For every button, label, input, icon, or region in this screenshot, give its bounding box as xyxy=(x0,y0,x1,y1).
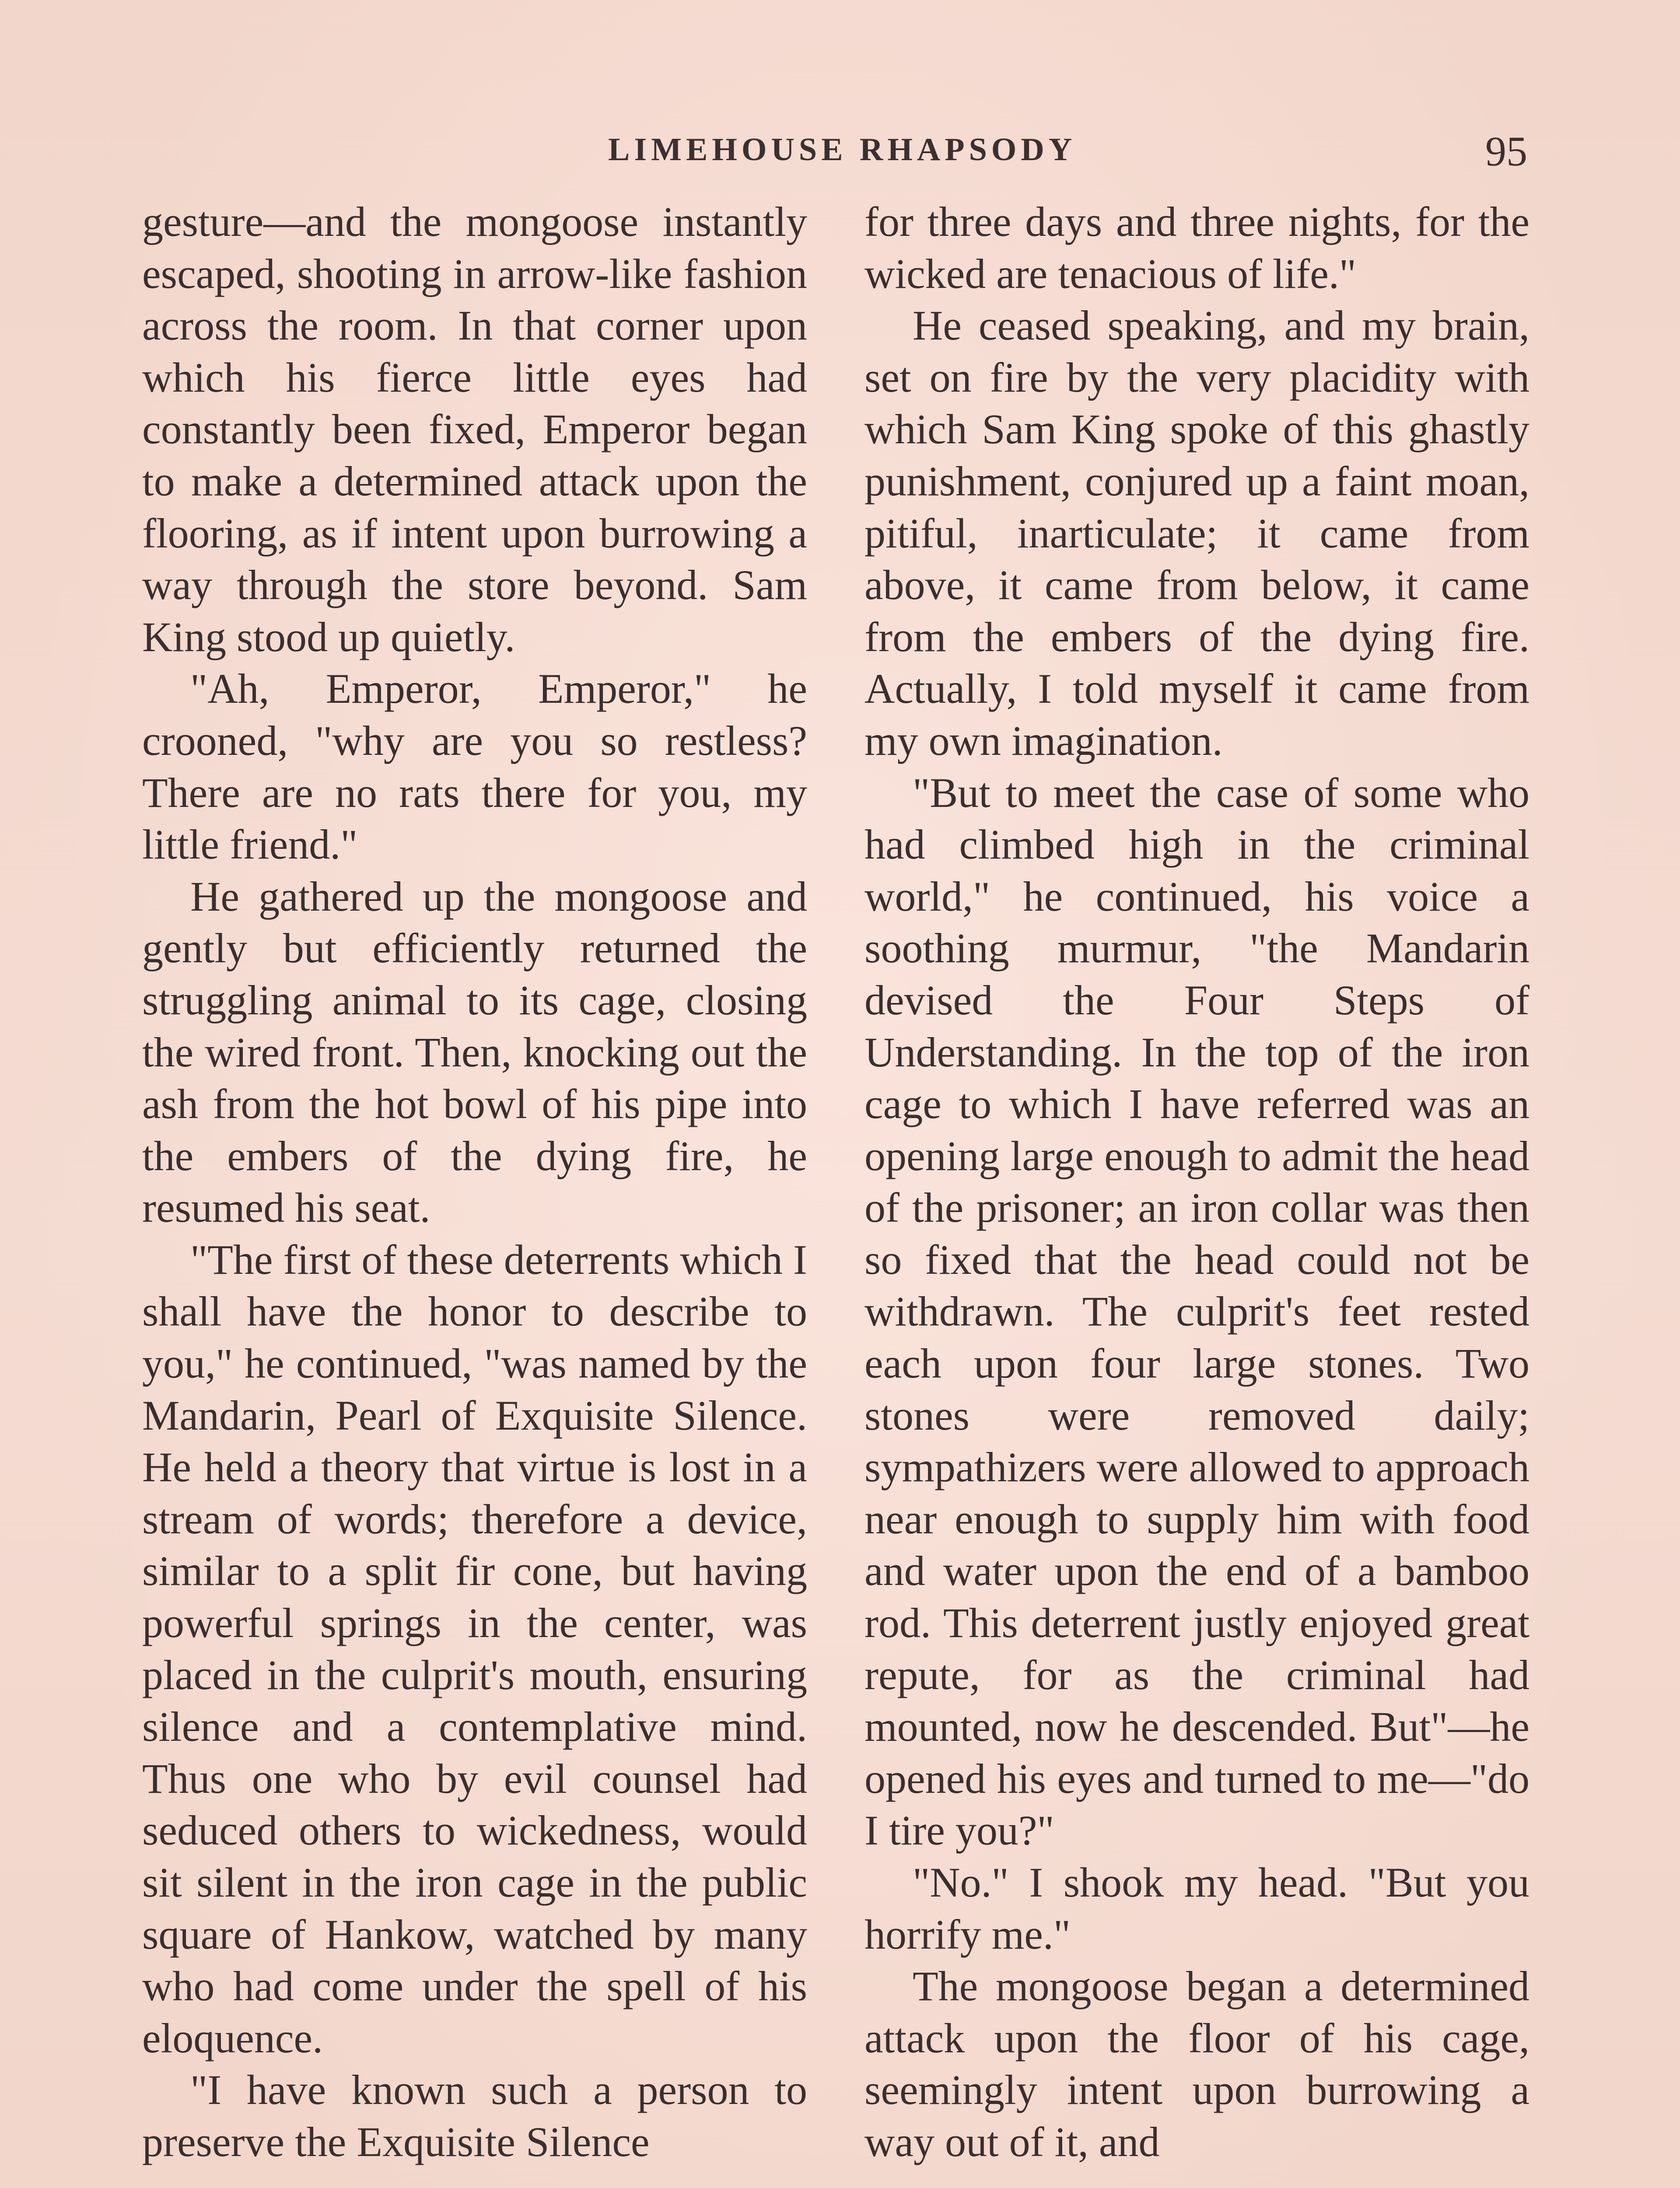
paragraph: He gathered up the mongoose and gently but efficiently returned the struggling animal to its cage, closing the wired front. Then, knocking out the ash from the hot bowl of his pipe into the embers of the dying fire, he resumed his seat. xyxy=(142,873,807,1231)
left-text-column xyxy=(142,196,807,2168)
paragraph: "The first of these deterrents which I shall have the honor to describe to you," he continued, "was named by the Mandarin, Pearl of Exquisite Silence. He held a theory that virtue is lost in a stream of words; therefore a device, similar to a split fir cone, but having powerful springs in the center, was placed in the culprit's mouth, ensuring silence and a contemplative mind. Thus one who by evil counsel had seduced others to wickedness, would sit silent in the iron cage in the public square of Hankow, watched by many who had come under the spell of his eloquence. xyxy=(142,1236,807,2062)
paragraph: "Ah, Emperor, Emperor," he crooned, "why are you so restless? There are no rats there for you, my little friend." xyxy=(142,665,807,868)
paragraph: "But to meet the case of some who had climbed high in the criminal world," he continued, his voice a soothing murmur, "the Mandarin devised the Four Steps of Understanding. In the top of the iron cage to which I have referred was an opening large enough to admit the head of the prisoner; an iron collar was then so fixed that the head could not be withdrawn. The culprit's feet rested each upon four large stones. Two stones were removed daily; sympathizers were allowed to approach near enough to supply him with food and water upon the end of a bamboo rod. This deterrent justly enjoyed great repute, for as the criminal had mounted, now he descended. But"—he opened his eyes and turned to me—"do I tire you?" xyxy=(864,769,1530,1854)
paragraph: The mongoose began a determined attack upon the floor of his cage, seemingly intent upon burrowing a way out of it, and xyxy=(864,1963,1530,2165)
running-title: LIMEHOUSE RHAPSODY xyxy=(608,132,1077,168)
paragraph: "No." I shook my head. "But you horrify me." xyxy=(864,1859,1530,1958)
page-number: 95 xyxy=(1485,128,1527,175)
right-text-column xyxy=(864,196,1530,2168)
paragraph: He ceased speaking, and my brain, set on fire by the very placidity with which Sam King spoke of this ghastly punishment, conjured up a faint moan, pitiful, inarticulate; it came from above, it came from below, it came from the embers of the dying fire. Actually, I told myself it came from my own imagination. xyxy=(864,302,1530,764)
paragraph: "I have known such a person to preserve the Exquisite Silence xyxy=(142,2066,807,2165)
paragraph: gesture—and the mongoose instantly escaped, shooting in arrow-like fashion across the room. In that corner upon which his fierce little eyes had constantly been fixed, Emperor began to make a determined attack upon the flooring, as if intent upon burrowing a way through the store beyond. Sam King stood up quietly. xyxy=(142,198,807,660)
paragraph: for three days and three nights, for the wicked are tenacious of life." xyxy=(864,198,1530,297)
